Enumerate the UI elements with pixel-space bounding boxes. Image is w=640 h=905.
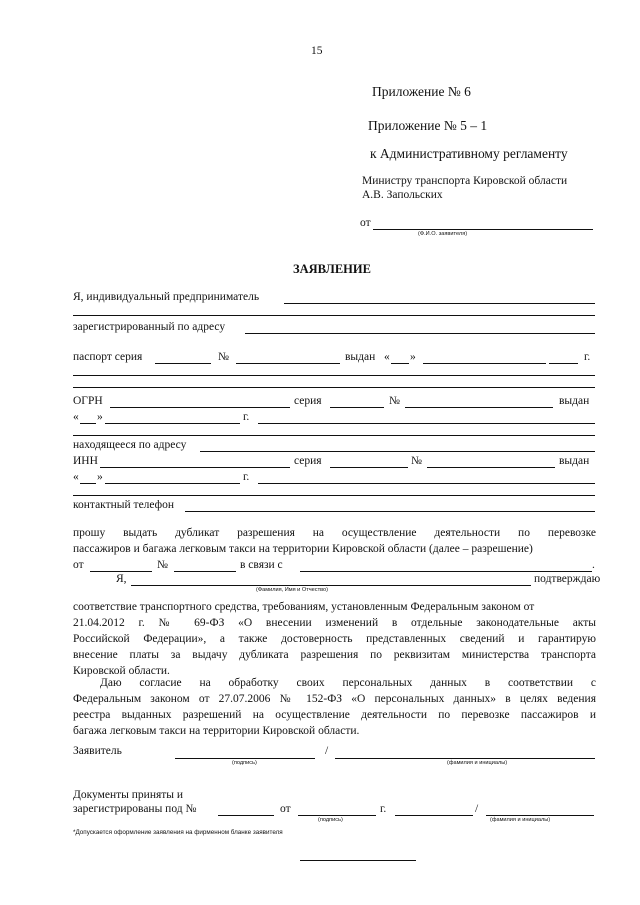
minister-line-1: Министру транспорта Кировской области (362, 175, 568, 187)
confirm-line-5: Кировской области. (73, 665, 170, 677)
acceptance-number-line[interactable] (218, 815, 274, 816)
appendix-6: Приложение № 6 (372, 84, 471, 99)
confirm-word: подтверждаю (534, 573, 601, 585)
ogrn-number-sign: № (389, 395, 400, 407)
request-line-1: прошу выдать дубликат разрешения на осуществление деятельности по перевозке (73, 527, 596, 539)
passport-quote-open: « (384, 351, 390, 363)
from-label: от (360, 217, 371, 229)
passport-number-line[interactable] (236, 363, 340, 364)
confirm-name-caption: (Фамилия, Имя и Отчество) (256, 587, 329, 593)
applicant-name-caption: (Ф.И.О. заявителя) (418, 231, 468, 237)
inn-number-line[interactable] (427, 467, 555, 468)
ogrn-series-label: серия (294, 395, 322, 407)
contact-phone-label: контактный телефон (73, 499, 175, 511)
acceptance-date-line[interactable] (298, 815, 376, 816)
acceptance-signature-line[interactable] (395, 815, 473, 816)
ogrn-line[interactable] (110, 407, 290, 408)
passport-series-label: паспорт серия (73, 351, 143, 363)
acceptance-year-abbr: г. (380, 803, 387, 815)
acceptance-slash: / (475, 803, 479, 815)
applicant-signature-caption: (подпись) (232, 760, 257, 766)
confirm-line-2: 21.04.2012 г. № 69-ФЗ «О внесении изменений в отдельные законодательные акты (73, 617, 596, 629)
request-line-2: пассажиров и багажа легковым такси на территории Кировской области (далее – разрешение) (73, 543, 533, 555)
inn-quote-open: « (73, 471, 79, 483)
passport-day-line[interactable] (391, 363, 409, 364)
located-at-label: находящееся по адресу (73, 439, 187, 451)
ogrn-label: ОГРН (73, 395, 103, 407)
passport-number-sign: № (218, 351, 229, 363)
entrepreneur-label: Я, индивидуальный предприниматель (73, 291, 260, 303)
acceptance-name-initials-caption: (фамилия и инициалы) (490, 817, 551, 823)
page-number: 15 (311, 45, 323, 57)
acceptance-line-2: зарегистрированы под № (73, 803, 197, 815)
inn-issuer-line[interactable] (258, 483, 595, 484)
ogrn-issuer-line[interactable] (258, 423, 595, 424)
contact-phone-line[interactable] (185, 511, 595, 512)
appendix-5-1: Приложение № 5 – 1 (368, 118, 488, 133)
passport-month-line[interactable] (423, 363, 546, 364)
ogrn-issued-label: выдан (559, 395, 590, 407)
applicant-name-initials-caption: (фамилия и инициалы) (447, 760, 508, 766)
applicant-name-line[interactable] (373, 229, 593, 230)
inn-issued-label: выдан (559, 455, 590, 467)
passport-year-abbr: г. (584, 351, 591, 363)
consent-line-3: реестра выданных разрешений на осуществление деятельности по перевозке пассажиров и (73, 709, 596, 721)
acceptance-name-initials-line[interactable] (486, 815, 594, 816)
applicant-name-initials-line[interactable] (335, 758, 595, 759)
inn-label: ИНН (73, 455, 98, 467)
inn-quote-close: » (97, 471, 103, 483)
confirm-line-1: соответствие транспортного средства, требованиям, установленным Федеральным законом от (73, 601, 535, 613)
inn-number-sign: № (411, 455, 422, 467)
request-period: . (592, 559, 595, 571)
located-at-line[interactable] (200, 451, 595, 452)
consent-line-2: Федеральным законом от 27.07.2006 № 152-ФЗ «О персональных данных» в целях ведения (73, 693, 596, 705)
request-number-sign: № (157, 559, 168, 571)
footnote: *Допускается оформление заявления на фирменном бланке заявителя (73, 829, 283, 836)
inn-issuer-line-2[interactable] (73, 495, 595, 496)
ogrn-quote-open: « (73, 411, 79, 423)
passport-series-line[interactable] (155, 363, 211, 364)
acceptance-signature-caption: (подпись) (318, 817, 343, 823)
consent-line-4: багажа легковым такси на территории Кировской области. (73, 725, 360, 737)
request-number-line[interactable] (174, 571, 236, 572)
request-in-connection: в связи с (240, 559, 283, 571)
passport-issuer-line-2[interactable] (73, 387, 595, 388)
passport-issuer-line[interactable] (73, 375, 595, 376)
ogrn-issuer-line-2[interactable] (73, 435, 595, 436)
applicant-signature-line[interactable] (175, 758, 315, 759)
ogrn-month-year-line[interactable] (105, 423, 240, 424)
passport-quote-close: » (410, 351, 416, 363)
registered-address-label: зарегистрированный по адресу (73, 321, 226, 333)
inn-year-abbr: г. (243, 471, 250, 483)
entrepreneur-name-line-2[interactable] (73, 315, 595, 316)
registered-address-line[interactable] (245, 333, 595, 334)
acceptance-from-label: от (280, 803, 291, 815)
applicant-slash: / (325, 745, 329, 757)
acceptance-line-1: Документы приняты и (73, 789, 184, 801)
inn-series-label: серия (294, 455, 322, 467)
ogrn-series-line[interactable] (330, 407, 384, 408)
passport-year-line[interactable] (549, 363, 578, 364)
minister-line-2: А.В. Запольских (362, 189, 443, 201)
confirm-line-4: внесение платы за выдачу дубликата разрешения по реквизитам министерства транспорта (73, 649, 596, 661)
confirm-i-label: Я, (116, 573, 127, 585)
entrepreneur-name-line[interactable] (284, 303, 595, 304)
applicant-label: Заявитель (73, 745, 122, 757)
inn-day-line[interactable] (80, 483, 96, 484)
ogrn-quote-close: » (97, 411, 103, 423)
ogrn-number-line[interactable] (405, 407, 553, 408)
bottom-divider (300, 860, 416, 861)
inn-line[interactable] (100, 467, 290, 468)
to-regulation: к Административному регламенту (370, 146, 568, 161)
inn-series-line[interactable] (330, 467, 408, 468)
passport-issued-label: выдан (345, 351, 376, 363)
inn-month-year-line[interactable] (105, 483, 240, 484)
request-from-label: от (73, 559, 84, 571)
confirm-name-line[interactable] (131, 585, 531, 586)
ogrn-year-abbr: г. (243, 411, 250, 423)
ogrn-day-line[interactable] (80, 423, 96, 424)
document-title: ЗАЯВЛЕНИЕ (293, 262, 371, 276)
consent-line-1: Даю согласие на обработку своих персональных данных в соответствии с (100, 677, 596, 689)
confirm-line-3: Российской Федерации», а также достоверность представленных сведений и гарантирую (73, 633, 596, 645)
